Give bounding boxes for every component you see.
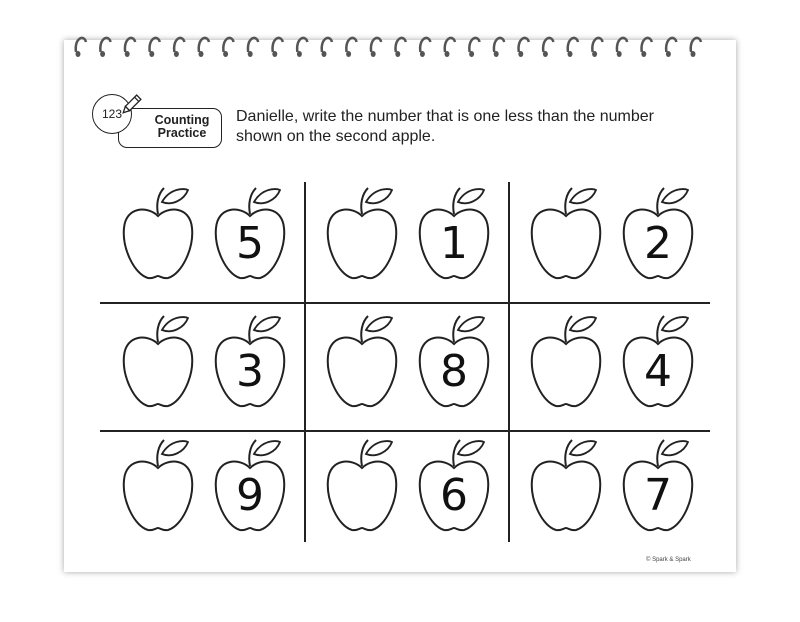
- numbered-apple-icon: [210, 312, 290, 412]
- spiral-coil: [346, 38, 357, 57]
- apple-number: 5: [236, 218, 264, 269]
- numbered-apple-icon: [210, 436, 290, 536]
- spiral-coil: [395, 38, 406, 57]
- apple-cell: [304, 182, 507, 302]
- blank-apple-icon: [526, 184, 606, 284]
- spiral-coil: [592, 38, 603, 57]
- spiral-coil: [100, 38, 111, 57]
- grid-divider-horizontal: [100, 302, 710, 304]
- blank-apple-icon: [526, 436, 606, 536]
- apple-cell: [100, 182, 303, 302]
- badge-title: [143, 114, 221, 140]
- spiral-coil: [223, 38, 234, 57]
- apple-number: 4: [644, 346, 672, 397]
- spiral-coil: [469, 38, 480, 57]
- blank-apple-icon: [322, 312, 402, 412]
- blank-apple-icon: [118, 184, 198, 284]
- spiral-coil: [199, 38, 210, 57]
- apple-number: 2: [644, 218, 672, 269]
- spiral-coil: [641, 38, 652, 57]
- apple-number: 9: [236, 470, 264, 521]
- instruction-line1: Danielle, write the number that is one less than the number: [236, 108, 655, 125]
- apple-cell: [100, 434, 303, 554]
- instruction-text: [236, 107, 716, 147]
- spiral-coil: [76, 38, 87, 57]
- spiral-coil: [297, 38, 308, 57]
- spiral-coil: [445, 38, 456, 57]
- apple-grid: [100, 182, 710, 542]
- spiral-coil: [691, 38, 702, 57]
- spiral-coil: [125, 38, 136, 57]
- badge-title-line1: Counting: [154, 113, 210, 127]
- apple-number: 3: [236, 346, 264, 397]
- apple-cell: [304, 434, 507, 554]
- blank-apple-icon: [118, 436, 198, 536]
- spiral-coil: [568, 38, 579, 57]
- apple-number: 1: [440, 218, 468, 269]
- pencil-icon: [118, 92, 144, 118]
- apple-cell: [508, 310, 711, 430]
- instruction-line2: shown on the second apple.: [236, 128, 436, 145]
- numbered-apple-icon: [414, 436, 494, 536]
- counting-practice-badge: [92, 94, 222, 152]
- blank-apple-icon: [118, 312, 198, 412]
- numbered-apple-icon: [618, 312, 698, 412]
- numbered-apple-icon: [618, 184, 698, 284]
- numbered-apple-icon: [414, 184, 494, 284]
- apple-cell: [100, 310, 303, 430]
- apple-cell: [508, 434, 711, 554]
- spiral-coil: [420, 38, 431, 57]
- blank-apple-icon: [322, 184, 402, 284]
- spiral-coil: [518, 38, 529, 57]
- spiral-binding: [64, 30, 736, 70]
- apple-cell: [508, 182, 711, 302]
- blank-apple-icon: [526, 312, 606, 412]
- apple-number: 7: [644, 470, 672, 521]
- spiral-coil: [149, 38, 160, 57]
- numbered-apple-icon: [414, 312, 494, 412]
- copyright-text: © Spark & Spark: [646, 557, 691, 563]
- spiral-coil: [617, 38, 628, 57]
- spiral-coil: [666, 38, 677, 57]
- grid-divider-horizontal: [100, 430, 710, 432]
- blank-apple-icon: [322, 436, 402, 536]
- spiral-coil: [322, 38, 333, 57]
- apple-number: 6: [440, 470, 468, 521]
- spiral-coil: [543, 38, 554, 57]
- spiral-coil: [248, 38, 259, 57]
- badge-title-line2: Practice: [157, 126, 207, 140]
- numbered-apple-icon: [618, 436, 698, 536]
- badge-icon-text: 123: [101, 107, 123, 121]
- spiral-coil: [371, 38, 382, 57]
- spiral-coil: [272, 38, 283, 57]
- numbered-apple-icon: [210, 184, 290, 284]
- apple-number: 8: [440, 346, 468, 397]
- spiral-coil: [174, 38, 185, 57]
- apple-cell: [304, 310, 507, 430]
- spiral-coil: [494, 38, 505, 57]
